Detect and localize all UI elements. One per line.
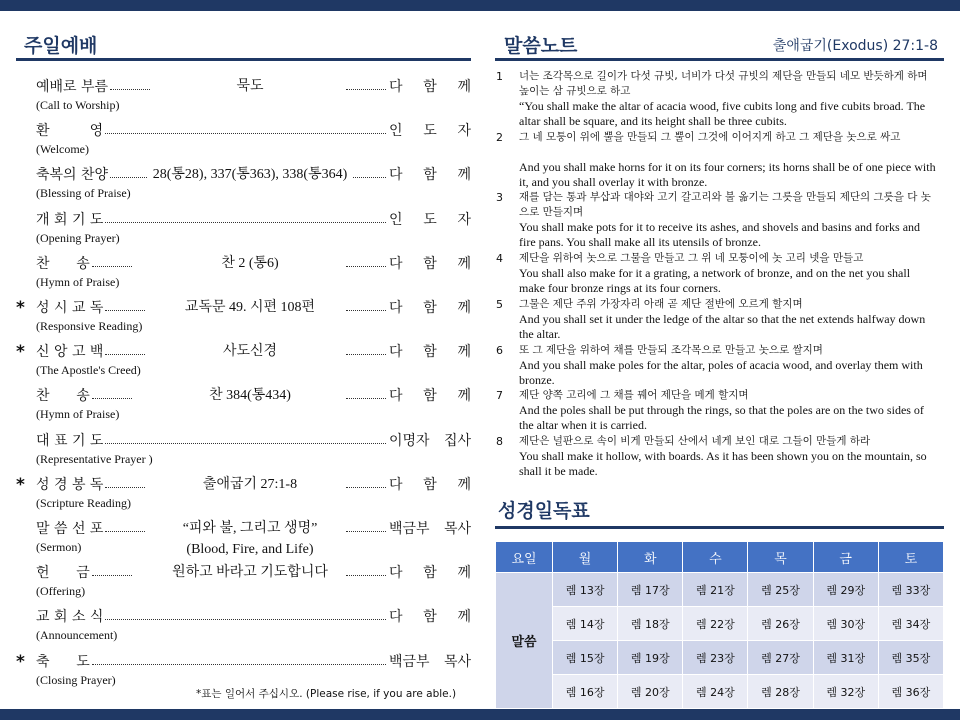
order-item-content: 28(통28), 337(통363), 338(통364)	[152, 167, 348, 183]
order-item-english: (Sermon)	[36, 540, 82, 554]
order-item-leader: 인 도 자	[389, 123, 471, 140]
table-cell: 렘 28장	[748, 675, 813, 709]
order-item-english: (Scripture Reading)	[36, 495, 131, 510]
order-item-english: (Representative Prayer )	[36, 451, 153, 466]
order-item-title: 찬 송	[36, 255, 90, 272]
table-row	[496, 675, 944, 709]
order-item-title: 찬 송	[36, 388, 90, 405]
dot-leader	[346, 354, 386, 355]
verse-number: 8	[496, 435, 503, 448]
table-cell: 렘 36장	[878, 675, 943, 709]
order-item-english: (Announcement)	[36, 628, 118, 643]
order-item	[16, 430, 471, 474]
dot-leader	[346, 89, 386, 90]
order-item-leader: 인 도 자	[389, 211, 471, 228]
dot-leader	[92, 664, 386, 665]
stand-marker: *	[16, 342, 25, 363]
table-cell: 렘 35장	[878, 641, 943, 675]
dot-leader	[105, 310, 145, 311]
table-cell: 렘 31장	[813, 641, 878, 675]
order-item-content: 교독문 49. 시편 108편	[184, 300, 316, 315]
order-item-leader: 다 함 께	[389, 476, 471, 493]
table-cell: 렘 22장	[683, 607, 748, 641]
order-item-leader: 다 함 께	[389, 79, 471, 95]
stand-marker: *	[16, 651, 25, 672]
order-item-content: 묵도	[236, 79, 264, 94]
top-bar	[0, 0, 960, 11]
verse-korean: 제단을 위하여 놋으로 그물을 만들고 그 위 네 모퉁이에 놋 고리 넷을 만들고	[519, 252, 864, 264]
order-item	[16, 209, 471, 253]
reading-plan-table	[495, 541, 944, 709]
table-row	[496, 607, 944, 641]
table-cell: 렘 13장	[553, 573, 618, 607]
order-item-title: 예배로 부름	[36, 79, 109, 95]
order-item-leader: 다 함 께	[389, 388, 471, 405]
order-item-title: 말 씀 선 포	[36, 521, 104, 537]
order-item-title: 축복의 찬양	[36, 167, 109, 184]
stand-marker: *	[16, 474, 25, 495]
order-item-content: (Blood, Fire, and Life)	[186, 542, 314, 557]
stand-marker: *	[16, 298, 25, 318]
table-cell: 렘 32장	[813, 675, 878, 709]
table-cell: 렘 15장	[553, 641, 618, 675]
verse-korean: 그 네 모퉁이 위에 뿔을 만들되 그 뿔이 그것에 이어지게 하고 그 제단을 놋으로 싸고	[519, 131, 901, 143]
order-item-leader: 백금부 목사	[389, 653, 471, 670]
order-item-english: (Closing Prayer)	[36, 672, 116, 687]
dot-leader	[92, 575, 132, 576]
order-item-leader: 다 함 께	[389, 344, 471, 361]
order-item-title: 대 표 기 도	[36, 432, 104, 449]
table-cell: 렘 16장	[553, 675, 618, 709]
row-label: 말씀	[496, 573, 553, 709]
verse-korean: 또 그 제단을 위하여 채를 만들되 조각목으로 만들고 놋으로 쌀지며	[519, 344, 823, 356]
order-item	[16, 76, 471, 120]
header-cell: 화	[618, 542, 683, 573]
order-item-leader: 다 함 께	[389, 565, 471, 582]
table-cell: 렘 19장	[618, 641, 683, 675]
order-item	[16, 297, 471, 341]
table-cell: 렘 23장	[683, 641, 748, 675]
header-cell: 토	[878, 542, 943, 573]
dot-leader	[353, 177, 386, 178]
table-cell: 렘 14장	[553, 607, 618, 641]
verse-english: And you shall make poles for the altar, poles of acacia wood, and overlay them with bronze.	[519, 358, 923, 387]
header-cell: 요일	[496, 542, 553, 573]
order-item-english: (Call to Worship)	[36, 98, 120, 112]
verse-korean: 너는 조각목으로 길이가 다섯 규빗, 너비가 다섯 규빗의 제단을 만들되 네모 반듯하게 하며 높이는 삼 규빗으로 하고	[519, 70, 928, 97]
table-cell: 렘 30장	[813, 607, 878, 641]
order-item	[16, 518, 471, 562]
reading-plan-heading: 성경일독표	[498, 500, 590, 522]
table-cell: 렘 17장	[618, 573, 683, 607]
table-cell: 렘 33장	[878, 573, 943, 607]
order-item-content: 찬 384(통434)	[209, 388, 291, 404]
verse-number: 7	[496, 389, 503, 402]
verse-korean: 제단은 널판으로 속이 비게 만들되 산에서 네게 보인 대로 그들이 만들게 하라	[519, 435, 871, 447]
dot-leader	[346, 575, 386, 576]
dot-leader	[346, 266, 386, 267]
verse-number: 1	[496, 70, 503, 83]
table-cell: 렘 25장	[748, 573, 813, 607]
verse-english: You shall make it hollow, with boards. As it has been shown you on the mountain, so shall it be made.	[519, 449, 927, 478]
verse-english: And you shall set it under the ledge of the altar so that the net extends halfway down the altar.	[519, 312, 926, 341]
order-item	[16, 341, 471, 385]
order-item-leader: 백금부 목사	[389, 521, 471, 537]
order-item-leader: 다 함 께	[389, 300, 471, 316]
verse-number: 3	[496, 191, 503, 204]
verse-english: You shall make pots for it to receive its ashes, and shovels and basins and forks and fire pans. You shall make all its utensils of bronze.	[519, 220, 921, 249]
order-item-english: (Responsive Reading)	[36, 319, 143, 333]
order-item-english: (Hymn of Praise)	[36, 274, 120, 289]
table-cell: 렘 34장	[878, 607, 943, 641]
order-item-leader: 다 함 께	[389, 609, 471, 626]
sermon-note-heading: 말씀노트	[504, 35, 578, 57]
order-item-content: 원하고 바라고 기도합니다	[172, 565, 328, 581]
verse-number: 5	[496, 298, 503, 311]
order-item	[16, 253, 471, 297]
order-item-title: 성 시 교 독	[36, 300, 104, 316]
dot-leader	[346, 531, 386, 532]
header-cell: 수	[683, 542, 748, 573]
table-cell: 렘 27장	[748, 641, 813, 675]
order-item-content: 사도신경	[222, 344, 278, 360]
order-item-content: “피와 불, 그리고 생명”	[182, 521, 318, 536]
table-cell: 렘 26장	[748, 607, 813, 641]
verse-english: You shall also make for it a grating, a network of bronze, and on the net you shall make four bronze rings at its four corners.	[519, 266, 911, 295]
table-cell: 렘 18장	[618, 607, 683, 641]
table-cell: 렘 21장	[683, 573, 748, 607]
order-item-english: (Opening Prayer)	[36, 230, 120, 245]
verse-number: 4	[496, 252, 503, 265]
order-item-title: 교 회 소 식	[36, 609, 104, 626]
order-item	[16, 474, 471, 518]
dot-leader	[92, 398, 132, 399]
dot-leader	[105, 487, 145, 488]
dot-leader	[105, 222, 386, 223]
verse-korean: 그물은 제단 주위 가장자리 아래 곧 제단 절반에 오르게 할지며	[519, 298, 803, 310]
verse-korean: 재를 담는 통과 부삽과 대야와 고기 갈고리와 불 옮기는 그릇을 만들되 제단의 그릇을 다 놋으로 만들지며	[519, 191, 931, 218]
table-cell: 렘 24장	[683, 675, 748, 709]
order-item-title: 헌 금	[36, 565, 90, 582]
order-item-title: 신 앙 고 백	[36, 344, 104, 361]
reading-plan-rule	[495, 526, 944, 529]
order-item-leader: 이명자 집사	[389, 432, 471, 449]
table-cell: 렘 29장	[813, 573, 878, 607]
table-row	[496, 641, 944, 675]
stand-footnote: *표는 일어서 주십시오. (Please rise, if you are able.)	[196, 688, 457, 700]
dot-leader	[105, 531, 145, 532]
verse-number: 2	[496, 131, 503, 144]
dot-leader	[92, 266, 132, 267]
header-cell: 목	[748, 542, 813, 573]
header-cell: 금	[813, 542, 878, 573]
table-row	[496, 573, 944, 607]
order-item-english: (The Apostle's Creed)	[36, 363, 141, 378]
scripture-reference: 출애굽기(Exodus) 27:1-8	[772, 38, 938, 54]
order-item	[16, 385, 471, 429]
worship-heading-rule	[16, 58, 471, 61]
worship-heading: 주일예배	[24, 35, 98, 57]
dot-leader	[110, 89, 150, 90]
order-item	[16, 606, 471, 650]
header-cell: 월	[553, 542, 618, 573]
order-item-english: (Blessing of Praise)	[36, 186, 131, 201]
order-item-content: 출애굽기 27:1-8	[202, 476, 298, 492]
reading-plan-header-row	[496, 542, 944, 573]
order-item-english: (Welcome)	[36, 142, 90, 157]
order-item-content: 찬 2 (통6)	[221, 255, 279, 271]
verse-number: 6	[496, 344, 503, 357]
table-cell: 렘 20장	[618, 675, 683, 709]
order-item-leader: 다 함 께	[389, 167, 471, 184]
verse-english: And the poles shall be put through the rings, so that the poles are on the two sides of the altar when it is carried.	[519, 403, 924, 432]
dot-leader	[105, 133, 386, 134]
dot-leader	[346, 310, 386, 311]
order-item-english: (Hymn of Praise)	[36, 407, 120, 422]
dot-leader	[105, 443, 386, 444]
order-item-title: 환 영	[36, 123, 104, 140]
order-item-title: 성 경 봉 독	[36, 476, 104, 493]
verse-english: “You shall make the altar of acacia wood, five cubits long and five cubits broad. The altar shall be square, and its height shall be three cubits.	[519, 99, 926, 128]
order-item-leader: 다 함 께	[389, 255, 471, 272]
dot-leader	[105, 619, 386, 620]
order-item-english: (Offering)	[36, 584, 86, 599]
order-item	[16, 562, 471, 606]
bottom-bar	[0, 709, 960, 720]
sermon-note-rule	[495, 58, 944, 61]
order-item-title: 개 회 기 도	[36, 211, 104, 228]
order-item-title: 축 도	[36, 653, 90, 670]
dot-leader	[105, 354, 145, 355]
verse-korean: 제단 양쪽 고리에 그 채를 꿰어 제단을 메게 할지며	[519, 389, 749, 401]
dot-leader	[346, 487, 386, 488]
dot-leader	[346, 398, 386, 399]
order-item	[16, 120, 471, 164]
verse-english: And you shall make horns for it on its four corners; its horns shall be of one piece with it, and you shall overlay it with bronze.	[519, 160, 936, 189]
dot-leader	[110, 177, 147, 178]
order-item	[16, 164, 471, 208]
